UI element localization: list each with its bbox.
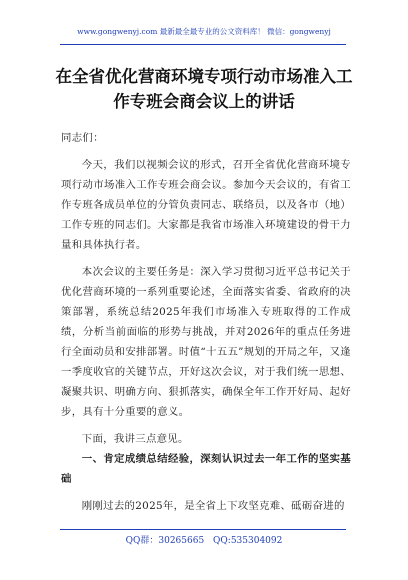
- footer-divider: [60, 529, 346, 530]
- document-body: [61, 128, 351, 516]
- greeting: 同志们：: [61, 132, 104, 144]
- document-title: [40, 64, 368, 114]
- page-footer: QQ群：30265665 QQ:535304092: [125, 536, 283, 546]
- page-header-banner: www.gongwenyj.com 最新最全最专业的公文资料库！ 微信：gongwenyj: [77, 27, 331, 36]
- document-title-line-2: 作专班会商会议上的讲话: [113, 92, 295, 111]
- body-paragraph: 今天，我们以视频会议的形式，召开全省优化营商环境专项行动市场准入工作专班会商会议。参加今天会议的，有省工作专班各成员单位的分管负责同志、联络员，以及各市（地）工作专班的同志们。大家都是我省市场准入环境建设的骨干力量和具体执行者。: [61, 159, 351, 251]
- section-heading: 一、肯定成绩总结经验，深刻认识过去一年工作的坚实基础: [61, 453, 351, 485]
- body-paragraph: 刚刚过去的2025年，是全省上下攻坚克难、砥砺奋进的: [81, 500, 345, 512]
- header-divider: [60, 44, 346, 45]
- document-title-line-1: 在全省优化营商环境专项行动市场准入工: [55, 67, 353, 86]
- body-paragraph: 本次会议的主要任务是：深入学习贯彻习近平总书记关于优化营商环境的一系列重要论述，全面落实省委、省政府的决策部署，系统总结2025年我们市场准入专班取得的工作成绩，分析当前面临的形势与挑战，并对2026年的重点任务进行全面动员和安排部署。时值“十五五”规划的开局之年，又逢一季度收官的关键节点，开好这次会议，对于我们统一思想、凝聚共识、明确方向、狠抓落实，确保全年工作开好局、起好步，具有十分重要的意义。: [61, 266, 351, 418]
- body-paragraph: 下面，我讲三点意见。: [81, 433, 189, 445]
